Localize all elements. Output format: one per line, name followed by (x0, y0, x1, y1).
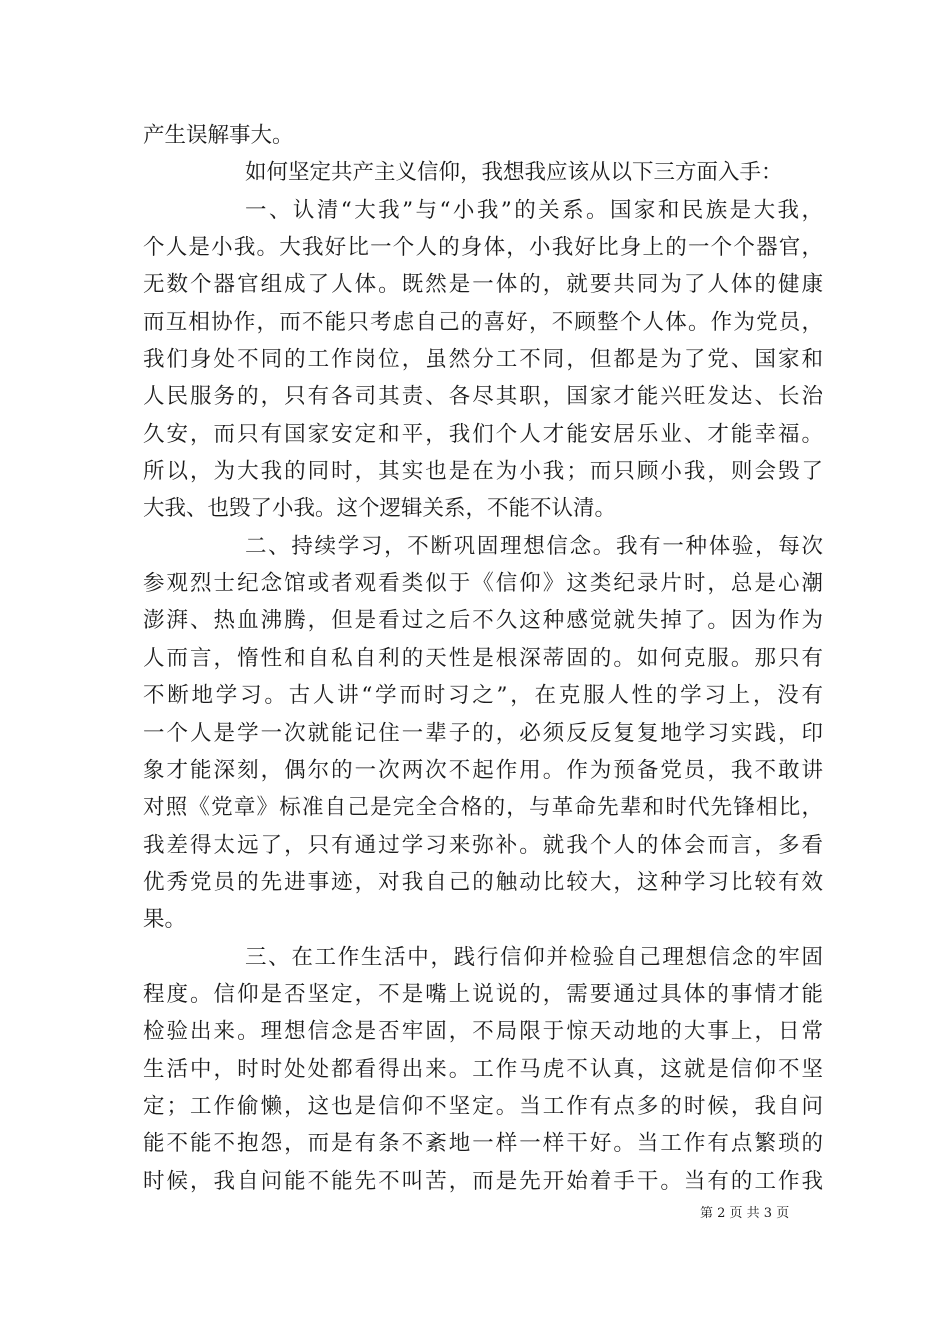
text-line: 程度。信仰是否坚定，不是嘴上说说的，需要通过具体的事情才能 (143, 981, 823, 1007)
text-line: 久安，而只有国家安定和平，我们个人才能安居乐业、才能幸福。 (143, 421, 823, 447)
text-line: 不断地学习。古人讲“学而时习之”，在克服人性的学习上，没有 (143, 683, 823, 709)
text-line: 象才能深刻，偶尔的一次两次不起作用。作为预备党员，我不敢讲 (143, 757, 823, 783)
paragraph-2-first-line: 二、持续学习，不断巩固理想信念。我有一种体验，每次 (245, 533, 823, 559)
text-line: 个人是小我。大我好比一个人的身体，小我好比身上的一个个器官， (143, 235, 823, 261)
text-line: 能不能不抱怨，而是有条不紊地一样一样干好。当工作有点繁琐的 (143, 1131, 823, 1157)
text-line: 而互相协作，而不能只考虑自己的喜好，不顾整个人体。作为党员， (143, 309, 823, 335)
text-line: 一个人是学一次就能记住一辈子的，必须反反复复地学习实践，印 (143, 720, 823, 746)
text-line: 我差得太远了，只有通过学习来弥补。就我个人的体会而言，多看 (143, 832, 823, 858)
text-line: 人而言，惰性和自私自利的天性是根深蒂固的。如何克服。那只有 (143, 645, 823, 671)
text-line: 对照《党章》标准自己是完全合格的，与革命先辈和时代先锋相比， (143, 795, 823, 821)
text-line: 所以，为大我的同时，其实也是在为小我；而只顾小我，则会毁了 (143, 459, 823, 485)
text-line: 无数个器官组成了人体。既然是一体的，就要共同为了人体的健康 (143, 272, 823, 298)
paragraph-intro-line: 如何坚定共产主义信仰，我想我应该从以下三方面入手： (245, 160, 783, 186)
text-line: 产生误解事大。 (143, 123, 294, 148)
text-line: 定；工作偷懒，这也是信仰不坚定。当工作有点多的时候，我自问 (143, 1093, 823, 1119)
text-line: 时候，我自问能不能先不叫苦，而是先开始着手干。当有的工作我 (143, 1168, 823, 1194)
page-number: 第 2 页 共 3 页 (700, 1206, 790, 1221)
text-line: 优秀党员的先进事迹，对我自己的触动比较大，这种学习比较有效 (143, 869, 823, 895)
body-text (143, 117, 823, 1200)
text-line: 参观烈士纪念馆或者观看类似于《信仰》这类纪录片时，总是心潮 (143, 571, 823, 597)
text-line: 检验出来。理想信念是否牢固，不局限于惊天动地的大事上，日常 (143, 1019, 823, 1045)
paragraph-1-first-line: 一、认清“大我”与“小我”的关系。国家和民族是大我， (245, 197, 823, 223)
text-line: 生活中，时时处处都看得出来。工作马虎不认真，这就是信仰不坚 (143, 1056, 823, 1082)
text-line: 人民服务的，只有各司其责、各尽其职，国家才能兴旺发达、长治 (143, 384, 823, 410)
paragraph-3-first-line: 三、在工作生活中，践行信仰并检验自己理想信念的牢固 (245, 944, 823, 970)
text-line: 我们身处不同的工作岗位，虽然分工不同，但都是为了党、国家和 (143, 347, 823, 373)
text-line: 澎湃、热血沸腾，但是看过之后不久这种感觉就失掉了。因为作为 (143, 608, 823, 634)
text-line: 大我、也毁了小我。这个逻辑关系，不能不认清。 (143, 496, 617, 522)
text-line: 果。 (143, 907, 187, 933)
